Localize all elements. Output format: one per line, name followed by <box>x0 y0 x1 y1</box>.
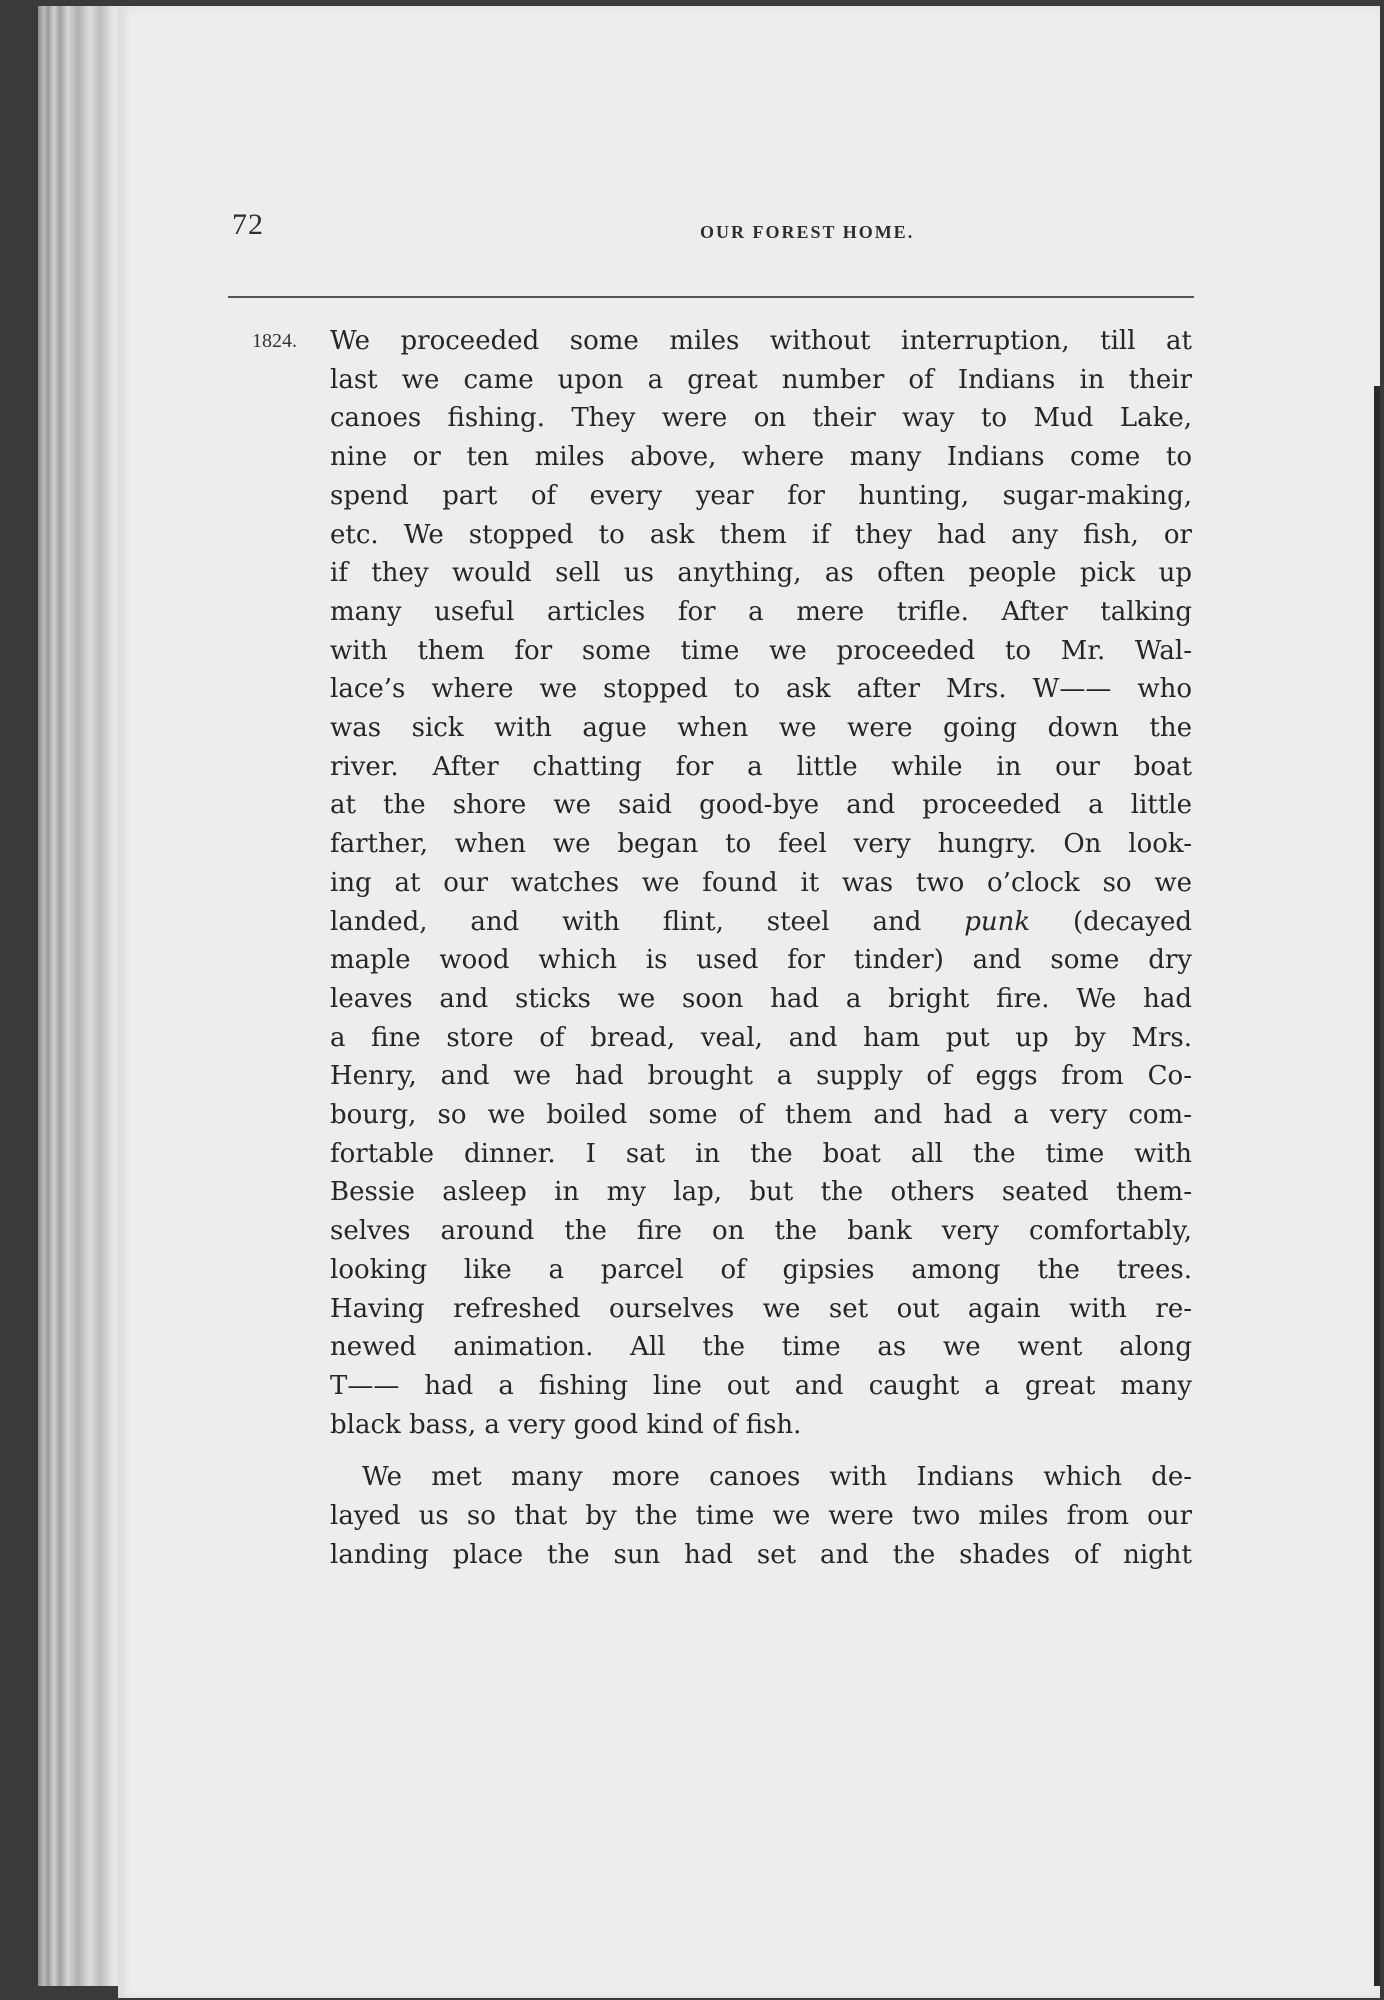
text-line: ing at our watches we found it was two o’clock so we <box>330 867 1192 898</box>
page-number: 72 <box>232 208 264 241</box>
page-stack-edges <box>38 6 128 1986</box>
text-segment: landed, and with flint, steel and <box>330 906 965 937</box>
text-segment: (decayed <box>1030 906 1192 937</box>
text-line: etc. We stopped to ask them if they had any fish, or <box>330 519 1192 550</box>
paragraph-1 <box>330 322 1192 1444</box>
text-line: looking like a parcel of gipsies among the trees. <box>330 1254 1192 1285</box>
text-line: fortable dinner. I sat in the boat all the time with <box>330 1138 1192 1169</box>
text-line: if they would sell us anything, as often people pick up <box>330 558 1192 589</box>
text-line: farther, when we began to feel very hungry. On look- <box>330 829 1192 860</box>
text-line: spend part of every year for hunting, sugar-making, <box>330 480 1192 511</box>
text-line-with-italic <box>330 903 1192 942</box>
body-text <box>330 322 1192 1575</box>
text-line: maple wood which is used for tinder) and some dry <box>330 945 1192 976</box>
text-line: layed us so that by the time we were two miles from our <box>330 1501 1192 1532</box>
text-line: canoes fishing. They were on their way to Mud Lake, <box>330 403 1192 434</box>
text-line: nine or ten miles above, where many Indians come to <box>330 442 1192 473</box>
text-line: We met many more canoes with Indians which de- <box>362 1462 1192 1493</box>
text-line: at the shore we said good-bye and proceeded a little <box>330 790 1192 821</box>
italic-word: punk <box>964 906 1031 937</box>
margin-year: 1824. <box>252 330 297 352</box>
text-line: selves around the fire on the bank very comfortably, <box>330 1216 1192 1247</box>
text-line: Having refreshed ourselves we set out again with re- <box>330 1293 1192 1324</box>
running-head: OUR FOREST HOME. <box>700 222 915 242</box>
text-line: with them for some time we proceeded to Mr. Wal- <box>330 635 1192 666</box>
text-line: last we came upon a great number of Indians in their <box>330 364 1192 395</box>
text-line: a fine store of bread, veal, and ham put up by Mrs. <box>330 1022 1192 1053</box>
text-line: leaves and sticks we soon had a bright fire. We had <box>330 983 1192 1014</box>
text-line: many useful articles for a mere trifle. After talking <box>330 596 1192 627</box>
text-line: We proceeded some miles without interruption, till at <box>330 326 1192 356</box>
text-line: lace’s where we stopped to ask after Mrs. W—— who <box>330 674 1192 705</box>
text-line: Bessie asleep in my lap, but the others seated them- <box>330 1177 1192 1208</box>
text-line: newed animation. All the time as we went along <box>330 1332 1192 1363</box>
text-line: landing place the sun had set and the shades of night <box>330 1539 1192 1570</box>
text-line: T—— had a fishing line out and caught a great many <box>330 1370 1192 1401</box>
page-header <box>232 208 1192 252</box>
text-line: was sick with ague when we were going down the <box>330 713 1192 744</box>
paragraph-2 <box>330 1458 1192 1574</box>
header-rule <box>228 296 1194 298</box>
text-line: black bass, a very good kind of fish. <box>330 1409 802 1440</box>
text-line: river. After chatting for a little while in our boat <box>330 751 1192 782</box>
text-line: bourg, so we boiled some of them and had a very com- <box>330 1100 1192 1131</box>
text-line: Henry, and we had brought a supply of eggs from Co- <box>330 1061 1192 1092</box>
gutter-shadow <box>1374 386 1380 1986</box>
